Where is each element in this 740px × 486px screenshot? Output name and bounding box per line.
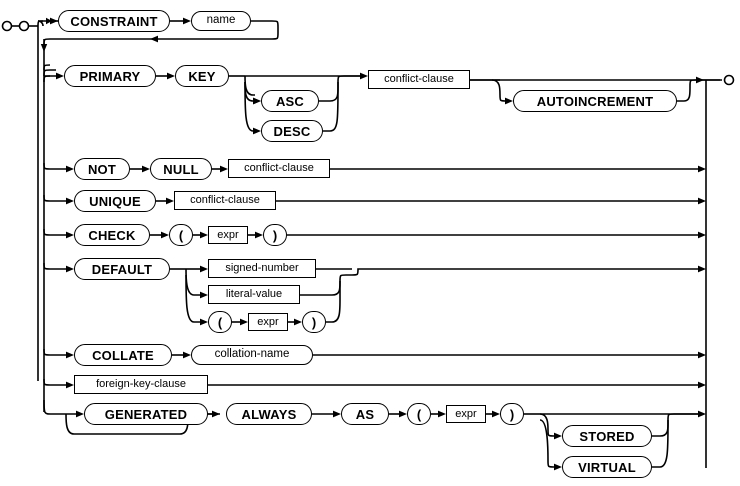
node-default[interactable]: DEFAULT xyxy=(74,258,170,280)
node-unique[interactable]: UNIQUE xyxy=(74,190,156,212)
node-expr-2[interactable]: expr xyxy=(248,313,288,331)
node-primary[interactable]: PRIMARY xyxy=(64,65,156,87)
node-asc[interactable]: ASC xyxy=(261,90,319,112)
node-not[interactable]: NOT xyxy=(74,158,130,180)
node-as[interactable]: AS xyxy=(341,403,389,425)
node-generated[interactable]: GENERATED xyxy=(84,403,208,425)
node-left-paren-3[interactable]: ( xyxy=(407,403,431,425)
node-collate[interactable]: COLLATE xyxy=(74,344,172,366)
node-stored[interactable]: STORED xyxy=(562,425,652,447)
node-collation-name[interactable]: collation-name xyxy=(191,345,313,365)
node-constraint[interactable]: CONSTRAINT xyxy=(58,10,170,32)
node-left-paren-1[interactable]: ( xyxy=(169,224,193,246)
node-left-paren-2[interactable]: ( xyxy=(208,311,232,333)
node-expr-1[interactable]: expr xyxy=(208,226,248,244)
node-conflict-clause-1[interactable]: conflict-clause xyxy=(368,70,470,89)
node-conflict-clause-3[interactable]: conflict-clause xyxy=(174,191,276,210)
node-autoincrement[interactable]: AUTOINCREMENT xyxy=(513,90,677,112)
node-desc[interactable]: DESC xyxy=(261,120,323,142)
node-key[interactable]: KEY xyxy=(175,65,229,87)
node-always[interactable]: ALWAYS xyxy=(226,403,312,425)
node-virtual[interactable]: VIRTUAL xyxy=(562,456,652,478)
node-signed-number[interactable]: signed-number xyxy=(208,259,316,278)
node-right-paren-3[interactable]: ) xyxy=(500,403,524,425)
node-literal-value[interactable]: literal-value xyxy=(208,285,300,304)
node-expr-3[interactable]: expr xyxy=(446,405,486,423)
node-foreign-key-clause[interactable]: foreign-key-clause xyxy=(74,375,208,394)
node-conflict-clause-2[interactable]: conflict-clause xyxy=(228,159,330,178)
node-right-paren-2[interactable]: ) xyxy=(302,311,326,333)
node-right-paren-1[interactable]: ) xyxy=(263,224,287,246)
node-null[interactable]: NULL xyxy=(150,158,212,180)
node-name[interactable]: name xyxy=(191,11,251,31)
node-check[interactable]: CHECK xyxy=(74,224,150,246)
